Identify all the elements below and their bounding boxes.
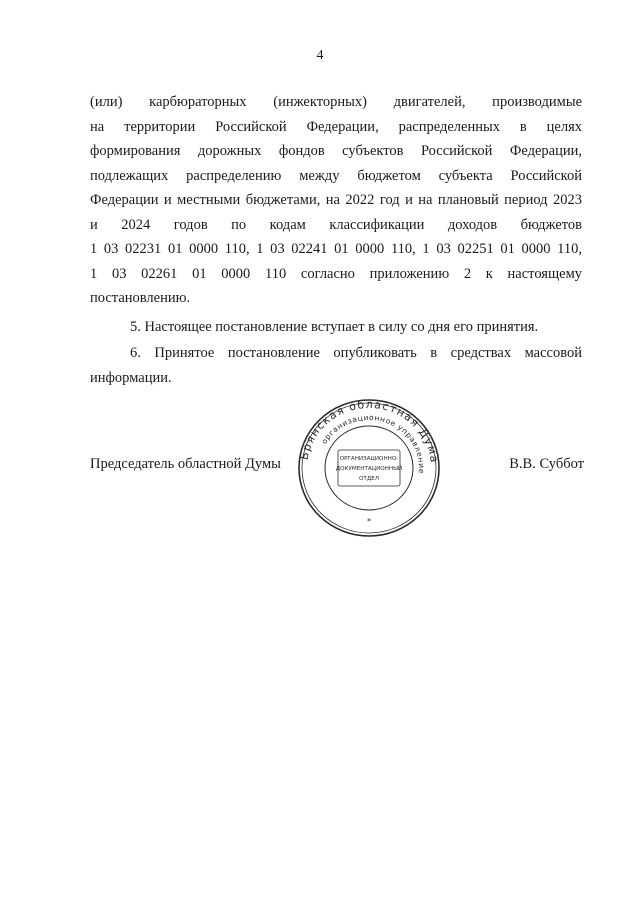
main-paragraph-line: формирования дорожных фондов субъектов Российской Федерации, (90, 143, 582, 159)
signatory-position: Председатель областной Думы (90, 456, 281, 472)
main-paragraph-line: 1 03 02261 01 0000 110 согласно приложению 2 к настоящему (90, 265, 582, 282)
main-paragraph-line: подлежащих распределению между бюджетом субъекта Российской (90, 167, 582, 184)
paragraph-6-line: 6. Принятое постановление опубликовать в средствах массовой (130, 345, 582, 361)
stamp-center-line-3: ОТДЕЛ (359, 476, 379, 482)
main-paragraph (90, 90, 582, 311)
paragraph-6-line: информации. (90, 369, 172, 386)
main-paragraph-line: на территории Российской Федерации, распределенных в целях (90, 118, 582, 135)
main-paragraph-line: постановлению. (90, 290, 191, 306)
main-paragraph-line: (или) карбюраторных (инжекторных) двигателей, производимые (90, 94, 582, 110)
official-seal-stamp (296, 398, 442, 538)
stamp-outer-text: Брянская областная Дума (297, 398, 441, 465)
stamp-center-line-1: ОРГАНИЗАЦИОННО- (339, 456, 399, 462)
stamp-center-line-2: ДОКУМЕНТАЦИОННЫЙ (335, 466, 403, 472)
main-paragraph-line: и 2024 годов по кодам классификации доходов бюджетов (90, 216, 582, 233)
stamp-inner-ring-text: организационное управление (319, 412, 427, 475)
paragraph-5: 5. Настоящее постановление вступает в силу со дня его принятия. (130, 319, 539, 335)
signatory-name: В.В. Суббот (509, 456, 584, 472)
page-number: 4 (316, 48, 324, 63)
stamp-star-icon: * (367, 517, 371, 526)
main-paragraph-line: Федерации и местными бюджетами, на 2022 год и на плановый период 2023 (90, 192, 582, 208)
main-paragraph-line: 1 03 02231 01 0000 110, 1 03 02241 01 0000 110, 1 03 02251 01 0000 110, (90, 241, 582, 257)
paragraph-6 (90, 341, 582, 390)
